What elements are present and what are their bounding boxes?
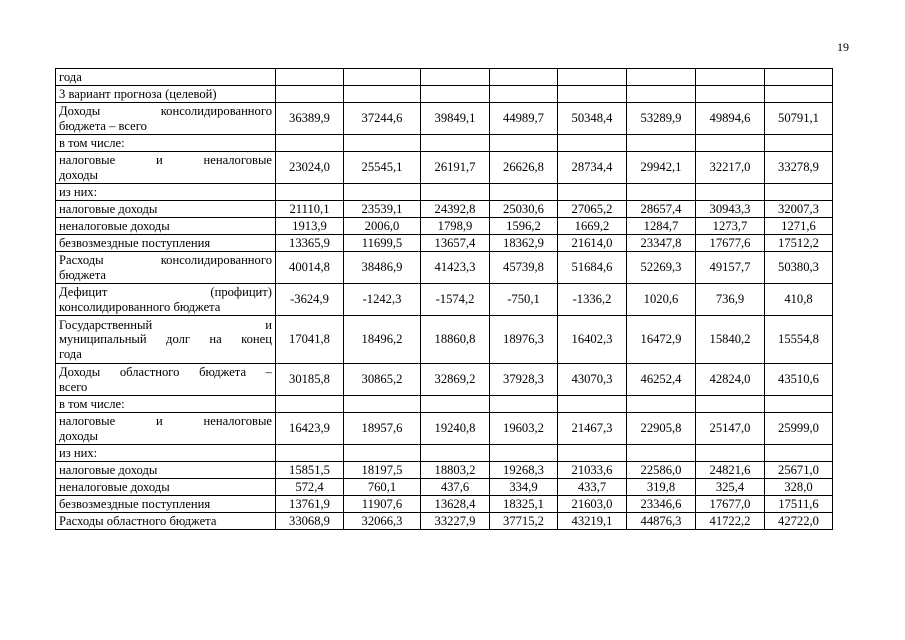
value-cell: 22905,8: [627, 413, 696, 445]
value-cell: 19240,8: [421, 413, 490, 445]
value-cell: 50791,1: [765, 103, 833, 135]
row-label-line: налоговые доходы: [59, 201, 158, 216]
value-cell: 11699,5: [344, 235, 421, 252]
value-cell: 25030,6: [490, 201, 558, 218]
value-cell: [344, 396, 421, 413]
value-cell: 26191,7: [421, 152, 490, 184]
row-label-line: бюджета – всего: [59, 118, 147, 133]
row-label: [56, 364, 276, 396]
value-cell: 27065,2: [558, 201, 627, 218]
value-cell: 1020,6: [627, 284, 696, 316]
value-cell: [344, 135, 421, 152]
value-cell: 17511,6: [765, 496, 833, 513]
row-label-line: безвозмездные поступления: [59, 496, 211, 511]
row-label: [56, 235, 276, 252]
value-cell: -3624,9: [276, 284, 344, 316]
value-cell: [627, 396, 696, 413]
value-cell: 43510,6: [765, 364, 833, 396]
value-cell: 16402,3: [558, 316, 627, 364]
value-cell: 1273,7: [696, 218, 765, 235]
value-cell: 53289,9: [627, 103, 696, 135]
row-label: [56, 496, 276, 513]
value-cell: 13365,9: [276, 235, 344, 252]
table-row: [56, 218, 833, 235]
table-row: [56, 201, 833, 218]
value-cell: 21110,1: [276, 201, 344, 218]
table-row: [56, 413, 833, 445]
value-cell: 25147,0: [696, 413, 765, 445]
value-cell: 32007,3: [765, 201, 833, 218]
table-row: [56, 235, 833, 252]
row-label-line: налоговые и неналоговые: [59, 153, 272, 168]
row-label: [56, 252, 276, 284]
value-cell: [765, 396, 833, 413]
table-row: [56, 316, 833, 364]
value-cell: [421, 135, 490, 152]
table-row: [56, 364, 833, 396]
row-label-line: в том числе:: [59, 135, 125, 150]
value-cell: 18362,9: [490, 235, 558, 252]
table-row: [56, 479, 833, 496]
value-cell: 21603,0: [558, 496, 627, 513]
value-cell: [276, 69, 344, 86]
value-cell: 1596,2: [490, 218, 558, 235]
value-cell: 325,4: [696, 479, 765, 496]
value-cell: 319,8: [627, 479, 696, 496]
value-cell: 23024,0: [276, 152, 344, 184]
budget-forecast-table: [55, 68, 833, 530]
value-cell: 28734,4: [558, 152, 627, 184]
value-cell: 21033,6: [558, 462, 627, 479]
value-cell: [696, 184, 765, 201]
row-label-line: Расходы областного бюджета: [59, 513, 217, 528]
row-label-line: налоговые и неналоговые: [59, 414, 272, 429]
value-cell: [558, 445, 627, 462]
value-cell: [765, 135, 833, 152]
row-label: [56, 413, 276, 445]
value-cell: 50348,4: [558, 103, 627, 135]
value-cell: [696, 396, 765, 413]
value-cell: [765, 69, 833, 86]
row-label-line: 3 вариант прогноза (целевой): [59, 86, 217, 101]
value-cell: 41722,2: [696, 513, 765, 530]
row-label-line: в том числе:: [59, 396, 125, 411]
value-cell: 18325,1: [490, 496, 558, 513]
value-cell: 24821,6: [696, 462, 765, 479]
value-cell: [276, 86, 344, 103]
value-cell: 572,4: [276, 479, 344, 496]
row-label-line: доходы: [59, 167, 99, 182]
value-cell: 51684,6: [558, 252, 627, 284]
row-label-line: Дефицит (профицит): [59, 285, 272, 300]
value-cell: [558, 135, 627, 152]
value-cell: 1271,6: [765, 218, 833, 235]
value-cell: [627, 184, 696, 201]
value-cell: 30943,3: [696, 201, 765, 218]
value-cell: 11907,6: [344, 496, 421, 513]
value-cell: [490, 445, 558, 462]
value-cell: 28657,4: [627, 201, 696, 218]
value-cell: 33068,9: [276, 513, 344, 530]
value-cell: 19268,3: [490, 462, 558, 479]
value-cell: 29942,1: [627, 152, 696, 184]
value-cell: 437,6: [421, 479, 490, 496]
value-cell: 15554,8: [765, 316, 833, 364]
value-cell: 40014,8: [276, 252, 344, 284]
row-label-line: бюджета: [59, 267, 106, 282]
value-cell: 24392,8: [421, 201, 490, 218]
row-label: [56, 479, 276, 496]
value-cell: 23347,8: [627, 235, 696, 252]
row-label: [56, 152, 276, 184]
value-cell: 1913,9: [276, 218, 344, 235]
value-cell: [276, 135, 344, 152]
row-label: [56, 218, 276, 235]
value-cell: [421, 86, 490, 103]
value-cell: [627, 69, 696, 86]
value-cell: [421, 184, 490, 201]
value-cell: [490, 69, 558, 86]
row-label-line: налоговые доходы: [59, 462, 158, 477]
value-cell: 52269,3: [627, 252, 696, 284]
value-cell: [276, 396, 344, 413]
value-cell: [421, 396, 490, 413]
row-label-line: доходы: [59, 428, 99, 443]
row-label: [56, 69, 276, 86]
value-cell: [558, 86, 627, 103]
value-cell: [344, 69, 421, 86]
value-cell: 760,1: [344, 479, 421, 496]
row-label: [56, 445, 276, 462]
value-cell: 45739,8: [490, 252, 558, 284]
row-label: [56, 201, 276, 218]
value-cell: 18496,2: [344, 316, 421, 364]
row-label-line: неналоговые доходы: [59, 479, 170, 494]
row-label-line: консолидированного бюджета: [59, 299, 221, 314]
value-cell: 18976,3: [490, 316, 558, 364]
value-cell: 37715,2: [490, 513, 558, 530]
value-cell: 17677,6: [696, 235, 765, 252]
value-cell: [696, 135, 765, 152]
value-cell: [765, 86, 833, 103]
table-row: [56, 496, 833, 513]
value-cell: 41423,3: [421, 252, 490, 284]
row-label-line: безвозмездные поступления: [59, 235, 211, 250]
value-cell: 21467,3: [558, 413, 627, 445]
value-cell: 32066,3: [344, 513, 421, 530]
value-cell: 18860,8: [421, 316, 490, 364]
value-cell: [558, 69, 627, 86]
value-cell: 1798,9: [421, 218, 490, 235]
value-cell: 16423,9: [276, 413, 344, 445]
value-cell: 13761,9: [276, 496, 344, 513]
value-cell: 15840,2: [696, 316, 765, 364]
value-cell: 33278,9: [765, 152, 833, 184]
value-cell: [490, 184, 558, 201]
row-label: [56, 86, 276, 103]
row-label-line: Доходы консолидированного: [59, 104, 272, 119]
page-number: 19: [837, 40, 849, 54]
table-row: [56, 86, 833, 103]
table-row: [56, 152, 833, 184]
value-cell: [344, 184, 421, 201]
value-cell: 37928,3: [490, 364, 558, 396]
row-label-line: года: [59, 69, 82, 84]
value-cell: 42824,0: [696, 364, 765, 396]
value-cell: 17677,0: [696, 496, 765, 513]
row-label-line: Доходы областного бюджета –: [59, 365, 272, 380]
value-cell: 1669,2: [558, 218, 627, 235]
value-cell: 23346,6: [627, 496, 696, 513]
value-cell: 50380,3: [765, 252, 833, 284]
value-cell: 32869,2: [421, 364, 490, 396]
table-row: [56, 396, 833, 413]
table-row: [56, 69, 833, 86]
value-cell: [765, 184, 833, 201]
value-cell: 30865,2: [344, 364, 421, 396]
value-cell: 43219,1: [558, 513, 627, 530]
value-cell: 42722,0: [765, 513, 833, 530]
value-cell: 25545,1: [344, 152, 421, 184]
value-cell: [421, 445, 490, 462]
value-cell: [344, 445, 421, 462]
row-label: [56, 135, 276, 152]
value-cell: 1284,7: [627, 218, 696, 235]
value-cell: [627, 135, 696, 152]
value-cell: 17512,2: [765, 235, 833, 252]
value-cell: 15851,5: [276, 462, 344, 479]
value-cell: 49157,7: [696, 252, 765, 284]
value-cell: -1336,2: [558, 284, 627, 316]
row-label-line: из них:: [59, 184, 98, 199]
value-cell: 30185,8: [276, 364, 344, 396]
value-cell: 46252,4: [627, 364, 696, 396]
value-cell: 13628,4: [421, 496, 490, 513]
value-cell: [765, 445, 833, 462]
value-cell: [558, 396, 627, 413]
value-cell: 2006,0: [344, 218, 421, 235]
value-cell: 22586,0: [627, 462, 696, 479]
row-label: [56, 184, 276, 201]
table-row: [56, 135, 833, 152]
table-row: [56, 513, 833, 530]
value-cell: [344, 86, 421, 103]
value-cell: -750,1: [490, 284, 558, 316]
value-cell: [276, 184, 344, 201]
row-label: [56, 316, 276, 364]
value-cell: 36389,9: [276, 103, 344, 135]
value-cell: 38486,9: [344, 252, 421, 284]
value-cell: 16472,9: [627, 316, 696, 364]
row-label: [56, 284, 276, 316]
value-cell: 17041,8: [276, 316, 344, 364]
value-cell: 18803,2: [421, 462, 490, 479]
value-cell: [490, 396, 558, 413]
value-cell: 410,8: [765, 284, 833, 316]
value-cell: [696, 86, 765, 103]
value-cell: 39849,1: [421, 103, 490, 135]
value-cell: 25671,0: [765, 462, 833, 479]
row-label-line: неналоговые доходы: [59, 218, 170, 233]
row-label: [56, 513, 276, 530]
value-cell: 18957,6: [344, 413, 421, 445]
value-cell: 328,0: [765, 479, 833, 496]
row-label: [56, 462, 276, 479]
value-cell: [490, 86, 558, 103]
value-cell: [627, 86, 696, 103]
value-cell: 49894,6: [696, 103, 765, 135]
value-cell: 44876,3: [627, 513, 696, 530]
table-row: [56, 103, 833, 135]
row-label-line: Расходы консолидированного: [59, 253, 272, 268]
row-label: [56, 103, 276, 135]
value-cell: 33227,9: [421, 513, 490, 530]
value-cell: 43070,3: [558, 364, 627, 396]
value-cell: [558, 184, 627, 201]
row-label-line: Государственный и: [59, 317, 272, 332]
value-cell: [490, 135, 558, 152]
table-body: [56, 69, 833, 530]
value-cell: 32217,0: [696, 152, 765, 184]
value-cell: [421, 69, 490, 86]
table-row: [56, 284, 833, 316]
row-label: [56, 396, 276, 413]
row-label-line: муниципальный долг на конец: [59, 332, 272, 347]
row-label-line: года: [59, 346, 82, 361]
table-row: [56, 184, 833, 201]
table-row: [56, 462, 833, 479]
value-cell: 334,9: [490, 479, 558, 496]
value-cell: 37244,6: [344, 103, 421, 135]
value-cell: -1574,2: [421, 284, 490, 316]
value-cell: -1242,3: [344, 284, 421, 316]
table-row: [56, 252, 833, 284]
row-label-line: всего: [59, 379, 88, 394]
value-cell: 18197,5: [344, 462, 421, 479]
value-cell: 44989,7: [490, 103, 558, 135]
value-cell: 19603,2: [490, 413, 558, 445]
value-cell: [627, 445, 696, 462]
value-cell: 23539,1: [344, 201, 421, 218]
row-label-line: из них:: [59, 445, 98, 460]
value-cell: 21614,0: [558, 235, 627, 252]
table-row: [56, 445, 833, 462]
value-cell: [696, 69, 765, 86]
value-cell: 13657,4: [421, 235, 490, 252]
value-cell: [696, 445, 765, 462]
value-cell: [276, 445, 344, 462]
value-cell: 433,7: [558, 479, 627, 496]
value-cell: 25999,0: [765, 413, 833, 445]
value-cell: 26626,8: [490, 152, 558, 184]
value-cell: 736,9: [696, 284, 765, 316]
